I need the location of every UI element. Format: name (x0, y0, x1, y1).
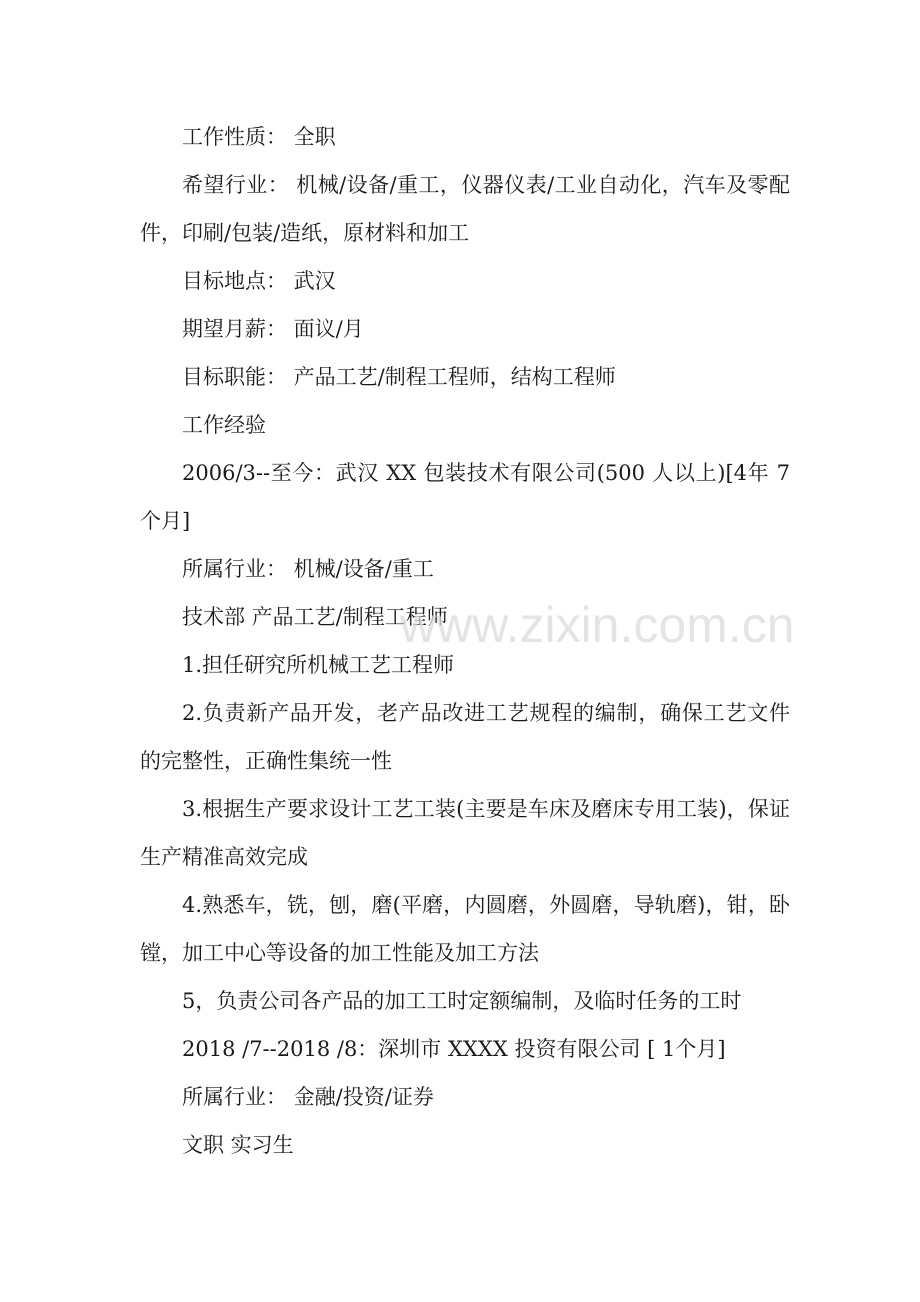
target-function-line: 目标职能： 产品工艺/制程工程师，结构工程师 (182, 365, 616, 389)
job-type-line: 工作性质： 全职 (182, 125, 336, 149)
duty-item-1: 1.担任研究所机械工艺工程师 (182, 653, 455, 677)
watermark-text: www.zixin.com.cn (400, 597, 795, 653)
desired-industry-line: 希望行业： 机械/设备/重工，仪器仪表/工业自动化，汽车及零配件，印刷/包装/造纸，原材料和加工 (140, 173, 790, 245)
section-heading-experience: 工作经验 (182, 413, 266, 437)
duty-item-5: 5，负责公司各产品的加工工时定额编制，及临时任务的工时 (182, 989, 742, 1013)
duty-item-3: 3.根据生产要求设计工艺工装(主要是车床及磨床专用工装)，保证生产精准高效完成 (140, 797, 790, 869)
experience-entry-2-header: 2018 /7--2018 /8：深圳市 XXXX 投资有限公司 [ 1个月] (182, 1037, 726, 1061)
experience-entry-1-industry: 所属行业： 机械/设备/重工 (182, 557, 434, 581)
experience-entry-1-position: 技术部 产品工艺/制程工程师 (182, 605, 448, 629)
resume-content (140, 113, 790, 1169)
experience-entry-2-position: 文职 实习生 (182, 1133, 294, 1157)
experience-entry-2-industry: 所属行业： 金融/投资/证券 (182, 1085, 434, 1109)
duty-item-4: 4.熟悉车，铣，刨，磨(平磨，内圆磨，外圆磨，导轨磨)，钳，卧镗，加工中心等设备的加工性能及加工方法 (140, 893, 790, 965)
experience-entry-1-header: 2006/3--至今：武汉 XX 包装技术有限公司(500 人以上)[4年 7个月] (140, 461, 790, 533)
expected-salary-line: 期望月薪： 面议/月 (182, 317, 364, 341)
duty-item-2: 2.负责新产品开发，老产品改进工艺规程的编制，确保工艺文件的完整性，正确性集统一性 (140, 701, 790, 773)
target-location-line: 目标地点： 武汉 (182, 269, 336, 293)
